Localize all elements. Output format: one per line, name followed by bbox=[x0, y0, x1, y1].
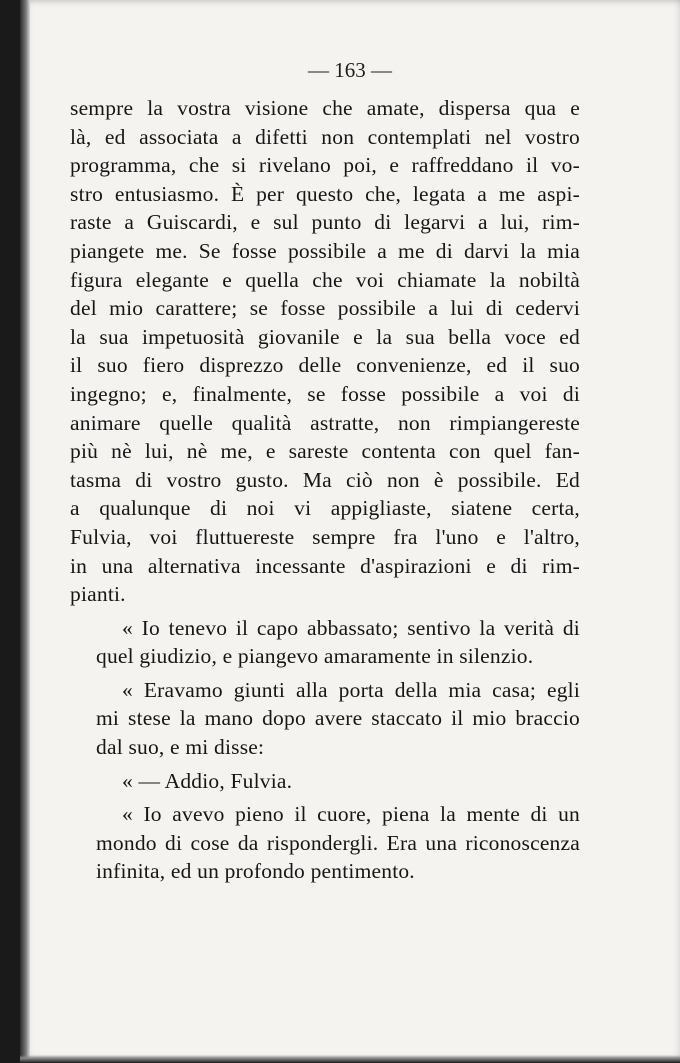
text-line: il suo fiero disprezzo delle convenienze, ed il suo bbox=[70, 353, 580, 378]
text-line: a qualunque di noi vi appigliaste, siatene certa, bbox=[70, 496, 580, 521]
text-line: figura elegante e quella che voi chiamate la nobiltà bbox=[70, 267, 580, 292]
text-line: pianti. bbox=[70, 582, 126, 607]
text-line: quel giudizio, e piangevo amaramente in silenzio. bbox=[96, 644, 534, 669]
text-line: animare quelle qualità astratte, non rimpiangereste bbox=[70, 410, 580, 435]
text-line: del mio carattere; se fosse possibile a lui di cedervi bbox=[70, 296, 580, 321]
paragraph bbox=[70, 94, 580, 609]
paragraph bbox=[70, 614, 580, 671]
text-line: « — Addio, Fulvia. bbox=[122, 768, 293, 793]
paragraph bbox=[70, 767, 580, 796]
page-number: — 163 — bbox=[308, 58, 392, 82]
text-line: sempre la vostra visione che amate, dispersa qua e bbox=[70, 96, 580, 120]
text-line: ingegno; e, finalmente, se fosse possibile a voi di bbox=[70, 381, 580, 406]
text-line: in una alternativa incessante d'aspirazioni e di rim- bbox=[70, 553, 580, 578]
text-line: piangete me. Se fosse possibile a me di darvi la mia bbox=[70, 238, 580, 263]
page-bottom-edge bbox=[20, 1055, 680, 1063]
text-line: « Io avevo pieno il cuore, piena la mente di un bbox=[122, 802, 580, 827]
text-line: tasma di vostro gusto. Ma ciò non è possibile. Ed bbox=[70, 467, 580, 492]
book-gutter bbox=[20, 0, 30, 1063]
paragraph bbox=[70, 800, 580, 886]
paragraph bbox=[70, 676, 580, 762]
text-line: stro entusiasmo. È per questo che, legata a me aspi- bbox=[70, 181, 580, 206]
text-line: mi stese la mano dopo avere staccato il mio braccio bbox=[96, 706, 580, 731]
text-line: programma, che si rivelano poi, e raffreddano il vo- bbox=[70, 153, 580, 178]
text-line: infinita, ed un profondo pentimento. bbox=[96, 859, 415, 884]
text-line: « Io tenevo il capo abbassato; sentivo la verità di bbox=[122, 615, 580, 640]
text-line: « Eravamo giunti alla porta della mia casa; egli bbox=[122, 677, 580, 702]
text-line: mondo di cose da rispondergli. Era una riconoscenza bbox=[96, 830, 580, 855]
text-line: più nè lui, nè me, e sareste contenta con quel fan- bbox=[70, 439, 580, 464]
text-line: Fulvia, voi fluttuereste sempre fra l'uno e l'altro, bbox=[70, 524, 580, 549]
text-line: raste a Guiscardi, e sul punto di legarvi a lui, rim- bbox=[70, 210, 580, 235]
text-line: dal suo, e mi disse: bbox=[96, 735, 265, 760]
text-line: là, ed associata a difetti non contemplati nel vostro bbox=[70, 124, 580, 149]
page-body-text bbox=[70, 94, 580, 886]
text-line: la sua impetuosità giovanile e la sua bella voce ed bbox=[70, 324, 580, 349]
